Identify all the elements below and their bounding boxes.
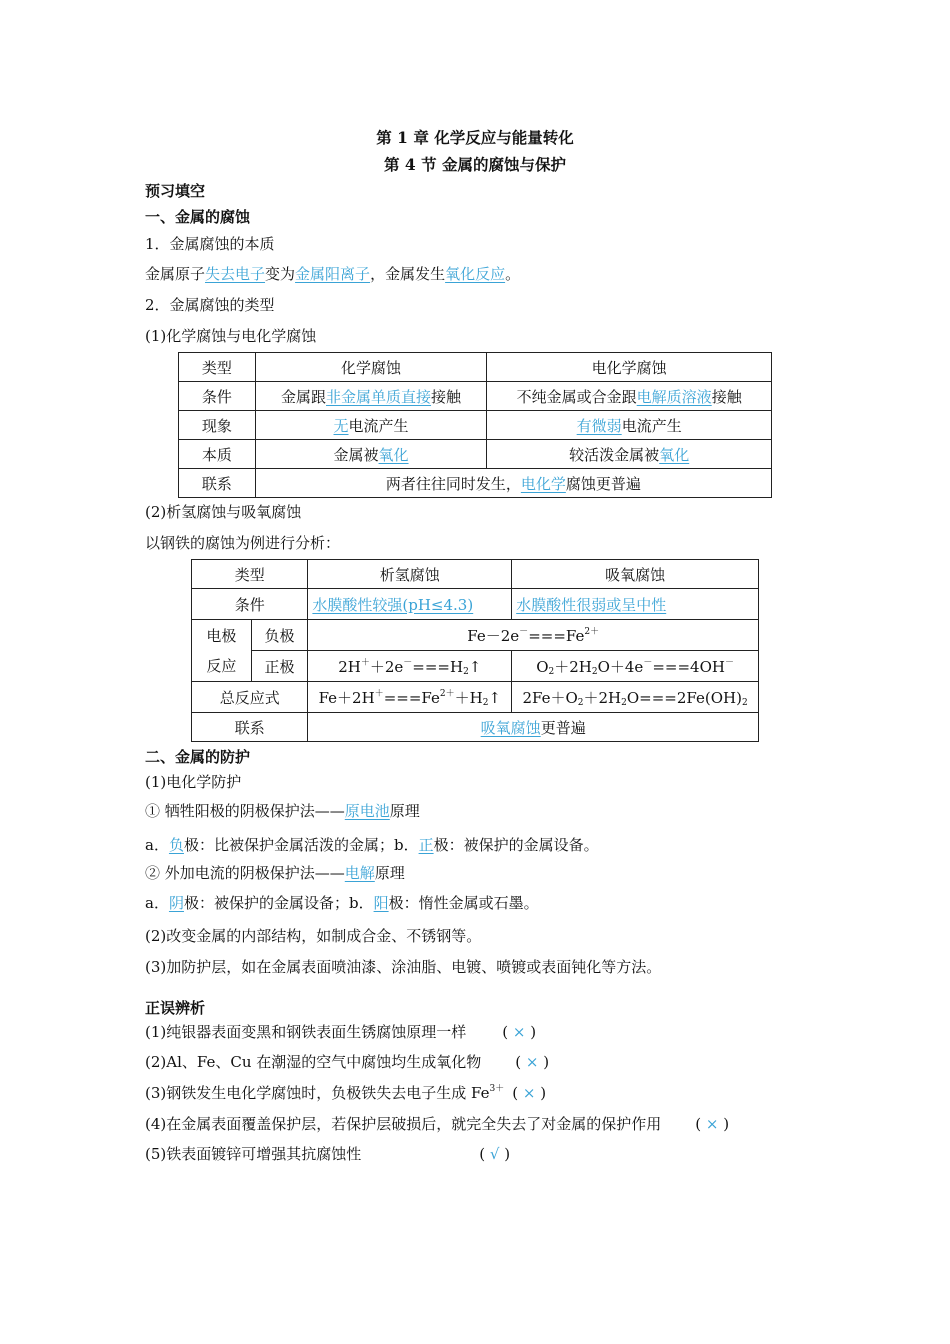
answer-blank: 失去电子 bbox=[205, 265, 266, 283]
table-cell: 有微弱电流产生 bbox=[487, 411, 772, 440]
table-cell bbox=[308, 589, 512, 620]
answer-blank: 电化学 bbox=[520, 474, 566, 493]
table-row bbox=[192, 651, 759, 682]
answer-blank: 电解 bbox=[344, 864, 375, 882]
intro2: 以钢铁的腐蚀为例进行分析： bbox=[145, 534, 341, 552]
answer-blank: 有微弱 bbox=[576, 416, 622, 435]
document-page bbox=[145, 124, 805, 1165]
part1-heading: 一、金属的腐蚀 bbox=[145, 208, 251, 226]
method-1: ① 牺牲阳极的阴极保护法——原电池原理 bbox=[145, 802, 420, 820]
answer-mark: × bbox=[512, 1023, 526, 1041]
row-label: 联系 bbox=[192, 713, 308, 742]
table-cell: $Fe-2e^-===Fe^{2+}$ bbox=[308, 620, 759, 651]
table-cell: $2Fe+O_2+2H_2O===2Fe(OH)_2$ bbox=[512, 682, 759, 713]
sub1: (1)化学腐蚀与电化学腐蚀 bbox=[145, 327, 317, 345]
answer-blank: 非金属单质直接 bbox=[326, 387, 432, 406]
table-cell: 无电流产生 bbox=[255, 411, 487, 440]
essence-line: 金属原子失去电子变为金属阳离子，金属发生氧化反应。 bbox=[145, 265, 521, 283]
table-cell: 吸氧腐蚀更普遍 bbox=[308, 713, 759, 742]
judge-item: (4)在金属表面覆盖保护层，若保护层破损后，就完全失去了对金属的保护作用 ( × ) bbox=[145, 1115, 730, 1133]
answer-blank: 吸氧腐蚀 bbox=[480, 718, 541, 737]
row-label: 现象 bbox=[179, 411, 256, 440]
method-1-electrodes: a．负极：比被保护金属活泼的金属；b．正极：被保护的金属设备。 bbox=[145, 836, 599, 854]
row-label: 联系 bbox=[179, 469, 256, 498]
method-2: ② 外加电流的阴极保护法——电解原理 bbox=[145, 864, 405, 882]
table-cell: 金属跟非金属单质直接接触 bbox=[255, 382, 487, 411]
preview-heading: 预习填空 bbox=[145, 182, 206, 200]
table-row bbox=[192, 560, 759, 589]
table-row bbox=[192, 620, 759, 651]
answer-blank: 水膜酸性较强(pH≤4.3) bbox=[312, 595, 474, 614]
table-row bbox=[179, 353, 772, 382]
table-row bbox=[192, 589, 759, 620]
row-label: 条件 bbox=[179, 382, 256, 411]
chapter-title: 第 1 章 化学反应与能量转化 bbox=[376, 128, 574, 147]
row-label: 正极 bbox=[251, 651, 308, 682]
table-header-cell: 类型 bbox=[179, 353, 256, 382]
answer-blank: 氧化 bbox=[659, 445, 690, 464]
table-row bbox=[179, 440, 772, 469]
sub2: (2)析氢腐蚀与吸氧腐蚀 bbox=[145, 503, 302, 521]
answer-blank: 阴 bbox=[168, 894, 184, 912]
answer-blank: 氧化 bbox=[378, 445, 409, 464]
judge-item: (2)Al、Fe、Cu 在潮湿的空气中腐蚀均生成氧化物 ( × ) bbox=[145, 1053, 550, 1071]
answer-blank: 水膜酸性很弱或呈中性 bbox=[516, 595, 667, 614]
answer-blank: 电解质溶液 bbox=[636, 387, 712, 406]
answer-blank: 无 bbox=[333, 416, 349, 435]
answer-mark: × bbox=[522, 1084, 536, 1102]
table-cell: 金属被氧化 bbox=[255, 440, 487, 469]
answer-blank: 负 bbox=[168, 836, 184, 854]
protection-3: (3)加防护层，如在金属表面喷油漆、涂油脂、电镀、喷镀或表面钝化等方法。 bbox=[145, 958, 662, 976]
part2-heading: 二、金属的防护 bbox=[145, 748, 251, 766]
table-cell: 两者往往同时发生，电化学腐蚀更普遍 bbox=[255, 469, 771, 498]
table-cell: 较活泼金属被氧化 bbox=[487, 440, 772, 469]
row-label: 电极 反应 bbox=[192, 620, 252, 682]
table-row bbox=[179, 382, 772, 411]
table-row bbox=[179, 411, 772, 440]
table-cell bbox=[512, 589, 759, 620]
answer-blank: 阳 bbox=[373, 894, 389, 912]
answer-blank: 原电池 bbox=[344, 802, 390, 820]
judge-item: (3)钢铁发生电化学腐蚀时，负极铁失去电子生成 $Fe^{3+}$ ( × ) bbox=[145, 1084, 547, 1102]
judge-item: (1)纯银器表面变黑和钢铁表面生锈腐蚀原理一样 ( × ) bbox=[145, 1023, 537, 1041]
table-cell: $Fe+2H^+===Fe^{2+}+H_2↑$ bbox=[308, 682, 512, 713]
corrosion-table-1 bbox=[178, 352, 772, 498]
table-cell: $2H^++2e^-===H_2↑$ bbox=[308, 651, 512, 682]
answer-mark: √ bbox=[489, 1145, 500, 1163]
method-2-electrodes: a．阴极：被保护的金属设备；b．阳极：惰性金属或石墨。 bbox=[145, 894, 539, 912]
table-header-cell: 析氢腐蚀 bbox=[308, 560, 512, 589]
row-label: 条件 bbox=[192, 589, 308, 620]
table-cell: 不纯金属或合金跟电解质溶液接触 bbox=[487, 382, 772, 411]
answer-blank: 氧化反应 bbox=[445, 265, 506, 283]
answer-blank: 正 bbox=[418, 836, 434, 854]
section-title: 第 4 节 金属的腐蚀与保护 bbox=[384, 155, 566, 174]
protection-1: (1)电化学防护 bbox=[145, 773, 242, 791]
table-row bbox=[192, 682, 759, 713]
answer-mark: × bbox=[525, 1053, 539, 1071]
item2: 2．金属腐蚀的类型 bbox=[145, 296, 275, 314]
table-header-cell: 电化学腐蚀 bbox=[487, 353, 772, 382]
table-header-cell: 化学腐蚀 bbox=[255, 353, 487, 382]
judge-item: (5)铁表面镀锌可增强其抗腐蚀性 ( √ ) bbox=[145, 1145, 511, 1163]
judge-heading: 正误辨析 bbox=[145, 999, 206, 1017]
row-label: 本质 bbox=[179, 440, 256, 469]
answer-mark: × bbox=[705, 1115, 719, 1133]
table-header-cell: 吸氧腐蚀 bbox=[512, 560, 759, 589]
table-header-cell: 类型 bbox=[192, 560, 308, 589]
protection-2: (2)改变金属的内部结构，如制成合金、不锈钢等。 bbox=[145, 927, 482, 945]
answer-blank: 金属阳离子 bbox=[295, 265, 371, 283]
table-row bbox=[192, 713, 759, 742]
item1: 1．金属腐蚀的本质 bbox=[145, 235, 275, 253]
row-label: 总反应式 bbox=[192, 682, 308, 713]
row-label: 负极 bbox=[251, 620, 308, 651]
table-cell: $O_2+2H_2O+4e^-===4OH^-$ bbox=[512, 651, 759, 682]
table-row bbox=[179, 469, 772, 498]
corrosion-table-2 bbox=[191, 559, 759, 742]
